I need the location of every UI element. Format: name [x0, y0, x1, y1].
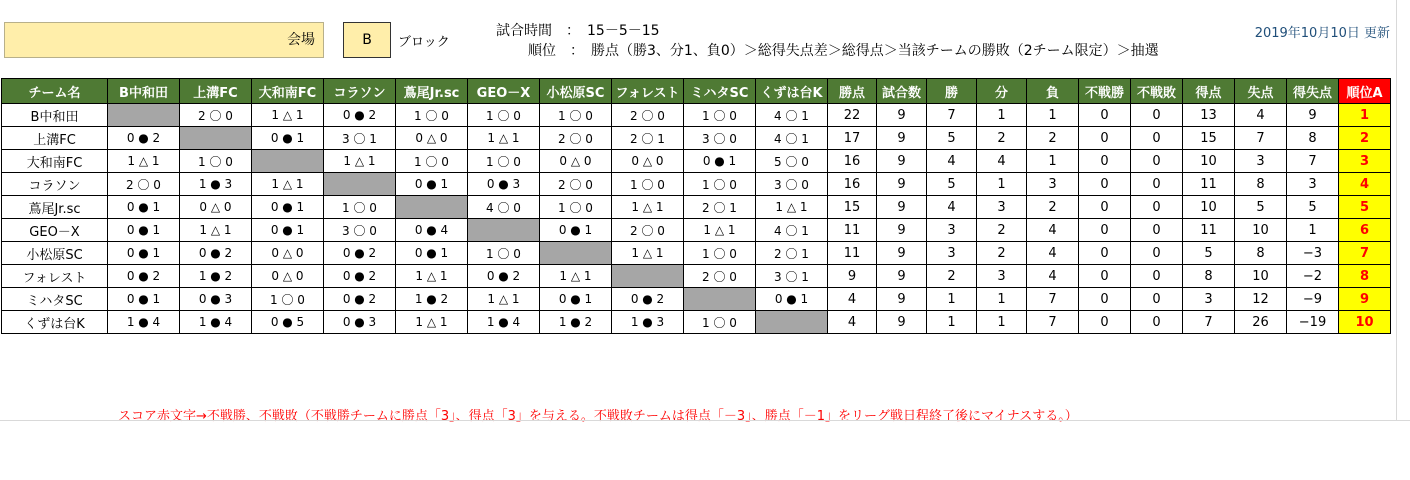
- match-result: 0 △ 0: [396, 127, 468, 150]
- stat-value: 12: [1235, 288, 1287, 311]
- match-result: 3 〇 1: [756, 265, 828, 288]
- stat-value: 2: [977, 219, 1027, 242]
- rank-value: 10: [1339, 311, 1391, 334]
- stat-value: 1: [927, 288, 977, 311]
- stat-value: 2: [977, 242, 1027, 265]
- opponent-column-header: GEO－X: [468, 79, 540, 104]
- stat-value: 11: [1183, 173, 1235, 196]
- stat-value: 0: [1131, 311, 1183, 334]
- match-result: 0 ● 5: [252, 311, 324, 334]
- rank-value: 5: [1339, 196, 1391, 219]
- match-result: 1 〇 0: [180, 150, 252, 173]
- stat-column-header: 負: [1027, 79, 1079, 104]
- stat-value: 9: [828, 265, 877, 288]
- match-result: 2 〇 0: [540, 127, 612, 150]
- stat-value: 7: [1235, 127, 1287, 150]
- stat-value: −2: [1287, 265, 1339, 288]
- match-result: 1 △ 1: [540, 265, 612, 288]
- match-result: 4 〇 1: [756, 219, 828, 242]
- match-result: 0 ● 1: [756, 288, 828, 311]
- match-result: 1 〇 0: [468, 150, 540, 173]
- match-result: 0 ● 2: [108, 127, 180, 150]
- stat-value: 7: [1287, 150, 1339, 173]
- stat-value: 5: [927, 173, 977, 196]
- match-result: 1 △ 1: [396, 311, 468, 334]
- stat-value: 0: [1079, 150, 1131, 173]
- stat-column-header: 得点: [1183, 79, 1235, 104]
- team-name: くずは台K: [2, 311, 108, 334]
- stat-value: 4: [1027, 242, 1079, 265]
- venue-label: 会場: [287, 32, 315, 48]
- match-result: 0 ● 1: [540, 288, 612, 311]
- stat-value: 1: [927, 311, 977, 334]
- team-name: フォレスト: [2, 265, 108, 288]
- match-result: 1 〇 0: [684, 242, 756, 265]
- stat-value: 22: [828, 104, 877, 127]
- match-result: 3 〇 1: [324, 127, 396, 150]
- match-result: 2 〇 0: [108, 173, 180, 196]
- stat-value: 0: [1131, 242, 1183, 265]
- opponent-column-header: 上溝FC: [180, 79, 252, 104]
- stat-value: 5: [1235, 196, 1287, 219]
- stat-value: 0: [1079, 311, 1131, 334]
- stat-value: 16: [828, 150, 877, 173]
- stat-value: 1: [1027, 150, 1079, 173]
- match-result: 0 ● 1: [108, 242, 180, 265]
- stat-value: 1: [977, 173, 1027, 196]
- team-name: B中和田: [2, 104, 108, 127]
- table-row: [2, 104, 1391, 127]
- table-row: [2, 173, 1391, 196]
- match-result: 0 ● 2: [108, 265, 180, 288]
- match-result: 5 〇 0: [756, 150, 828, 173]
- stat-value: 9: [877, 219, 927, 242]
- match-result: 1 △ 1: [252, 173, 324, 196]
- match-result: 0 ● 1: [396, 242, 468, 265]
- stat-value: 1: [977, 104, 1027, 127]
- opponent-column-header: フォレスト: [612, 79, 684, 104]
- opponent-column-header: 大和南FC: [252, 79, 324, 104]
- stat-value: 0: [1079, 196, 1131, 219]
- match-result: 1 △ 1: [252, 104, 324, 127]
- stat-value: 10: [1235, 265, 1287, 288]
- stat-value: 9: [877, 104, 927, 127]
- stat-value: 4: [828, 288, 877, 311]
- match-result: 0 ● 1: [540, 219, 612, 242]
- standings-table: [1, 78, 1391, 334]
- stat-value: 0: [1131, 288, 1183, 311]
- stat-value: 3: [1235, 150, 1287, 173]
- match-result: 0 ● 2: [612, 288, 684, 311]
- match-result: 0 ● 3: [468, 173, 540, 196]
- match-time: 試合時間 ： 15－5－15: [496, 23, 660, 39]
- stat-value: 0: [1131, 219, 1183, 242]
- stat-column-header: 得失点: [1287, 79, 1339, 104]
- sheet-gridline: [1396, 0, 1397, 420]
- team-column-header: チーム名: [2, 79, 108, 104]
- block-label: ブロック: [398, 35, 450, 50]
- stat-value: 4: [927, 150, 977, 173]
- match-result: 1 △ 1: [108, 150, 180, 173]
- stat-value: 2: [927, 265, 977, 288]
- stat-value: 1: [1287, 219, 1339, 242]
- stat-column-header: 試合数: [877, 79, 927, 104]
- stat-value: 4: [1027, 265, 1079, 288]
- stat-value: 5: [1183, 242, 1235, 265]
- stat-value: 3: [977, 265, 1027, 288]
- match-result: 0 △ 0: [252, 242, 324, 265]
- opponent-column-header: コラソン: [324, 79, 396, 104]
- match-result: 0 ● 1: [252, 127, 324, 150]
- stat-value: 7: [1027, 311, 1079, 334]
- stat-value: 3: [1287, 173, 1339, 196]
- stat-value: 9: [877, 127, 927, 150]
- match-result: 4 〇 1: [756, 104, 828, 127]
- stat-value: 0: [1079, 288, 1131, 311]
- match-result: 1 〇 0: [396, 150, 468, 173]
- match-result: 1 △ 1: [468, 127, 540, 150]
- self-match-cell: [180, 127, 252, 150]
- stat-value: 4: [828, 311, 877, 334]
- match-result: 0 ● 2: [324, 265, 396, 288]
- match-result: 1 △ 1: [324, 150, 396, 173]
- match-result: 0 △ 0: [612, 150, 684, 173]
- stat-value: 7: [1027, 288, 1079, 311]
- stat-value: 0: [1131, 104, 1183, 127]
- stat-value: 0: [1079, 104, 1131, 127]
- match-result: 1 ● 3: [180, 173, 252, 196]
- team-name: GEO－X: [2, 219, 108, 242]
- match-result: 0 ● 1: [252, 196, 324, 219]
- self-match-cell: [612, 265, 684, 288]
- stat-value: 3: [1027, 173, 1079, 196]
- stat-column-header: 勝点: [828, 79, 877, 104]
- match-result: 0 ● 1: [108, 196, 180, 219]
- stat-value: 1: [977, 311, 1027, 334]
- match-result: 0 ● 3: [180, 288, 252, 311]
- match-result: 1 △ 1: [396, 265, 468, 288]
- table-row: [2, 150, 1391, 173]
- match-result: 3 〇 0: [756, 173, 828, 196]
- match-result: 1 〇 0: [396, 104, 468, 127]
- team-name: 大和南FC: [2, 150, 108, 173]
- stat-value: 10: [1183, 150, 1235, 173]
- match-result: 1 〇 0: [684, 311, 756, 334]
- stat-value: 7: [1183, 311, 1235, 334]
- match-result: 1 ● 3: [612, 311, 684, 334]
- stat-value: 3: [1183, 288, 1235, 311]
- stat-value: 8: [1287, 127, 1339, 150]
- stat-value: 0: [1131, 173, 1183, 196]
- rank-value: 6: [1339, 219, 1391, 242]
- stat-value: 15: [828, 196, 877, 219]
- venue-field[interactable]: [4, 22, 324, 58]
- stat-value: 4: [1027, 219, 1079, 242]
- match-result: 0 ● 2: [180, 242, 252, 265]
- stat-value: 0: [1131, 196, 1183, 219]
- match-result: 4 〇 0: [468, 196, 540, 219]
- stat-value: 8: [1235, 173, 1287, 196]
- match-result: 2 〇 1: [612, 127, 684, 150]
- ranking-rule: 順位 ： 勝点（勝3、分1、負0）＞総得失点差＞総得点＞当該チームの勝敗（2チーム限定）＞抽選: [528, 43, 1159, 59]
- stat-value: 17: [828, 127, 877, 150]
- stat-value: 4: [1235, 104, 1287, 127]
- match-result: 1 △ 1: [612, 196, 684, 219]
- stat-value: 13: [1183, 104, 1235, 127]
- match-result: 2 〇 1: [684, 196, 756, 219]
- stat-value: 0: [1131, 265, 1183, 288]
- match-result: 1 〇 0: [540, 196, 612, 219]
- stat-value: 3: [927, 242, 977, 265]
- stat-value: 7: [927, 104, 977, 127]
- stat-value: 9: [877, 242, 927, 265]
- team-name: 上溝FC: [2, 127, 108, 150]
- match-result: 0 ● 1: [252, 219, 324, 242]
- table-row: [2, 288, 1391, 311]
- match-result: 3 〇 0: [324, 219, 396, 242]
- match-result: 0 △ 0: [252, 265, 324, 288]
- stat-value: 9: [1287, 104, 1339, 127]
- self-match-cell: [756, 311, 828, 334]
- match-result: 4 〇 1: [756, 127, 828, 150]
- stat-value: −9: [1287, 288, 1339, 311]
- match-result: 2 〇 1: [756, 242, 828, 265]
- match-result: 1 ● 2: [540, 311, 612, 334]
- match-result: 0 ● 2: [324, 104, 396, 127]
- stat-column-header: 不戦勝: [1079, 79, 1131, 104]
- match-result: 2 〇 0: [540, 173, 612, 196]
- stat-value: 9: [877, 150, 927, 173]
- match-result: 1 △ 1: [684, 219, 756, 242]
- match-result: 0 ● 2: [324, 242, 396, 265]
- table-row: [2, 242, 1391, 265]
- stat-value: 0: [1131, 127, 1183, 150]
- stat-value: 9: [877, 288, 927, 311]
- stat-value: 9: [877, 265, 927, 288]
- match-result: 1 ● 4: [108, 311, 180, 334]
- match-result: 2 〇 0: [180, 104, 252, 127]
- stat-value: 26: [1235, 311, 1287, 334]
- opponent-column-header: 蔦尾Jr.sc: [396, 79, 468, 104]
- stat-value: 8: [1235, 242, 1287, 265]
- match-result: 1 〇 0: [468, 242, 540, 265]
- team-name: 蔦尾Jr.sc: [2, 196, 108, 219]
- match-result: 1 ● 4: [180, 311, 252, 334]
- match-result: 2 〇 0: [684, 265, 756, 288]
- match-result: 1 △ 1: [756, 196, 828, 219]
- rank-value: 8: [1339, 265, 1391, 288]
- match-result: 1 △ 1: [180, 219, 252, 242]
- stat-value: 0: [1079, 173, 1131, 196]
- stat-value: 9: [877, 173, 927, 196]
- stat-value: 15: [1183, 127, 1235, 150]
- match-result: 2 〇 0: [612, 219, 684, 242]
- rank-column-header: 順位A: [1339, 79, 1391, 104]
- stat-value: 1: [1027, 104, 1079, 127]
- table-row: [2, 265, 1391, 288]
- stat-value: 9: [877, 311, 927, 334]
- stat-value: 5: [1287, 196, 1339, 219]
- match-result: 1 ● 2: [396, 288, 468, 311]
- stat-value: −19: [1287, 311, 1339, 334]
- stat-value: 4: [927, 196, 977, 219]
- table-row: [2, 127, 1391, 150]
- match-result: 0 ● 3: [324, 311, 396, 334]
- self-match-cell: [108, 104, 180, 127]
- stat-value: 0: [1131, 150, 1183, 173]
- match-result: 1 〇 0: [612, 173, 684, 196]
- table-row: [2, 311, 1391, 334]
- standings-body: [2, 104, 1391, 334]
- match-result: 0 ● 2: [468, 265, 540, 288]
- self-match-cell: [684, 288, 756, 311]
- stat-value: 1: [977, 288, 1027, 311]
- match-result: 0 ● 1: [684, 150, 756, 173]
- match-result: 1 〇 0: [684, 104, 756, 127]
- opponent-column-header: B中和田: [108, 79, 180, 104]
- match-result: 0 ● 1: [108, 219, 180, 242]
- stat-value: −3: [1287, 242, 1339, 265]
- match-result: 2 〇 0: [612, 104, 684, 127]
- stat-value: 11: [1183, 219, 1235, 242]
- stat-value: 0: [1079, 219, 1131, 242]
- team-name: コラソン: [2, 173, 108, 196]
- rank-value: 1: [1339, 104, 1391, 127]
- match-result: 1 〇 0: [468, 104, 540, 127]
- block-value: B: [362, 32, 372, 48]
- rank-value: 7: [1339, 242, 1391, 265]
- stat-value: 4: [977, 150, 1027, 173]
- stat-value: 11: [828, 219, 877, 242]
- updated-date: 2019年10月10日 更新: [1254, 26, 1390, 41]
- match-result: 1 〇 0: [252, 288, 324, 311]
- match-result: 1 ● 4: [468, 311, 540, 334]
- stat-value: 3: [977, 196, 1027, 219]
- stat-value: 16: [828, 173, 877, 196]
- rank-value: 2: [1339, 127, 1391, 150]
- stat-value: 10: [1183, 196, 1235, 219]
- opponent-column-header: 小松原SC: [540, 79, 612, 104]
- self-match-cell: [252, 150, 324, 173]
- stat-column-header: 失点: [1235, 79, 1287, 104]
- stat-value: 9: [877, 196, 927, 219]
- match-result: 1 △ 1: [468, 288, 540, 311]
- rank-value: 4: [1339, 173, 1391, 196]
- match-result: 1 〇 0: [324, 196, 396, 219]
- match-result: 3 〇 0: [684, 127, 756, 150]
- opponent-column-header: ミハタSC: [684, 79, 756, 104]
- header-row: [2, 79, 1391, 104]
- stat-value: 2: [977, 127, 1027, 150]
- stat-column-header: 分: [977, 79, 1027, 104]
- match-result: 0 ● 1: [396, 173, 468, 196]
- stat-value: 10: [1235, 219, 1287, 242]
- self-match-cell: [396, 196, 468, 219]
- self-match-cell: [540, 242, 612, 265]
- stat-value: 5: [927, 127, 977, 150]
- sheet-gridline: [0, 420, 1410, 421]
- team-name: 小松原SC: [2, 242, 108, 265]
- table-row: [2, 219, 1391, 242]
- match-result: 1 △ 1: [612, 242, 684, 265]
- team-name: ミハタSC: [2, 288, 108, 311]
- stat-value: 0: [1079, 127, 1131, 150]
- rank-value: 9: [1339, 288, 1391, 311]
- table-row: [2, 196, 1391, 219]
- rank-value: 3: [1339, 150, 1391, 173]
- stat-value: 2: [1027, 127, 1079, 150]
- match-result: 1 〇 0: [540, 104, 612, 127]
- stat-value: 3: [927, 219, 977, 242]
- footnote: スコア赤文字→不戦勝、不戦敗（不戦勝チームに勝点「3」、得点「3」を与える。不戦敗チームは得点「－3」、勝点「－1」をリーグ戦日程終了後にマイナスする。）: [118, 409, 1078, 424]
- match-result: 0 ● 4: [396, 219, 468, 242]
- self-match-cell: [468, 219, 540, 242]
- match-result: 1 ● 2: [180, 265, 252, 288]
- stat-value: 2: [1027, 196, 1079, 219]
- stat-value: 0: [1079, 265, 1131, 288]
- block-field[interactable]: [343, 22, 391, 58]
- stat-column-header: 勝: [927, 79, 977, 104]
- self-match-cell: [324, 173, 396, 196]
- stat-value: 8: [1183, 265, 1235, 288]
- match-result: 0 ● 2: [324, 288, 396, 311]
- match-result: 0 △ 0: [180, 196, 252, 219]
- stat-value: 0: [1079, 242, 1131, 265]
- match-result: 0 △ 0: [540, 150, 612, 173]
- match-result: 1 〇 0: [684, 173, 756, 196]
- stat-value: 11: [828, 242, 877, 265]
- opponent-column-header: くずは台K: [756, 79, 828, 104]
- stat-column-header: 不戦敗: [1131, 79, 1183, 104]
- match-result: 0 ● 1: [108, 288, 180, 311]
